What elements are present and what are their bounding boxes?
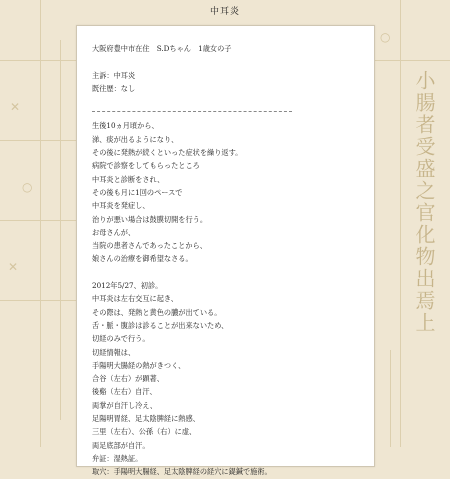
spacer <box>92 95 362 108</box>
bg-line <box>40 0 41 447</box>
background-vertical-text: 小腸者受盛之官化物出焉上 <box>412 70 436 334</box>
paragraph-line: その後も月に1回のペースで <box>92 187 183 197</box>
paragraph-line: 中耳炎を発症し、 <box>92 201 150 211</box>
chief-complaint: 主訴：中耳炎 <box>92 70 136 80</box>
paragraph-line: 生後10ヵ月頃から、 <box>92 121 159 131</box>
patient-header: 大阪府豊中市在住 S.Dちゃん 1歳女の子 <box>92 44 232 53</box>
divider <box>92 111 292 112</box>
paragraph-line: お母さんが、 <box>92 227 136 237</box>
paragraph-line: その後に発熱が続くといった症状を繰り返す。 <box>92 148 243 158</box>
record-line: その際は、発熱と黄色の膿が出ている。 <box>92 307 222 317</box>
record-line: 2012年5/27、初診。 <box>92 281 163 291</box>
bg-mark: ✕ <box>10 100 21 114</box>
bg-line <box>400 0 401 447</box>
record-line: 両掌が自汗し冷え、 <box>92 400 158 410</box>
record-line: 足陽明胃経、足太陰脾経に熱感、 <box>92 414 200 424</box>
paragraph-line: 当院の患者さんであったことから、 <box>92 241 207 251</box>
page-title: 中耳炎 <box>209 7 240 17</box>
record-line: 弁証：湿熱証。 <box>92 453 143 463</box>
paragraph-line: 中耳炎と診断をされ、 <box>92 174 165 184</box>
spacer <box>92 266 362 279</box>
spacer <box>92 55 362 68</box>
bg-line <box>0 300 76 301</box>
paragraph-line: 病院で診察をしてもらったところ <box>92 161 200 171</box>
record-line: 切経情報は、 <box>92 347 136 357</box>
article-content <box>92 42 362 479</box>
bg-mark: ○ <box>22 180 33 194</box>
paragraph-line: 涕、痰が出るようになり、 <box>92 134 179 144</box>
record-line: 両足底部が自汗。 <box>92 440 150 450</box>
record-line: 合谷（左右）が顕著、 <box>92 374 164 384</box>
bg-line <box>0 140 76 141</box>
bg-mark: ✕ <box>8 260 19 274</box>
bg-line <box>0 220 76 221</box>
bg-mark: ○ <box>380 30 391 44</box>
medical-history: 既往歴：なし <box>92 83 136 93</box>
paragraph-line: 娘さんの治療を御希望なさる。 <box>92 254 193 264</box>
record-line: 舌・脈・腹診は診ることが出来ないため、 <box>92 320 229 330</box>
bg-line <box>0 60 76 61</box>
record-line: 後谿（左右）自汗、 <box>92 387 157 397</box>
record-line: 取穴：手陽明大腸経、足太陰脾経の経穴に鍉鍼で施術。 <box>92 467 272 477</box>
record-line: 中耳炎は左右交互に起き、 <box>92 294 178 304</box>
bg-line <box>390 350 391 447</box>
bg-line <box>373 60 450 61</box>
article-card <box>76 25 375 477</box>
bg-line <box>60 40 61 420</box>
record-line: 三里（左右）、公孫（右）に虚、 <box>92 427 197 437</box>
record-line: 切経のみで行う。 <box>92 334 150 344</box>
record-line: 手陽明大腸経の熱がきつく、 <box>92 360 186 370</box>
paragraph-line: 治りが悪い場合は鼓膜切開を行う。 <box>92 214 208 224</box>
